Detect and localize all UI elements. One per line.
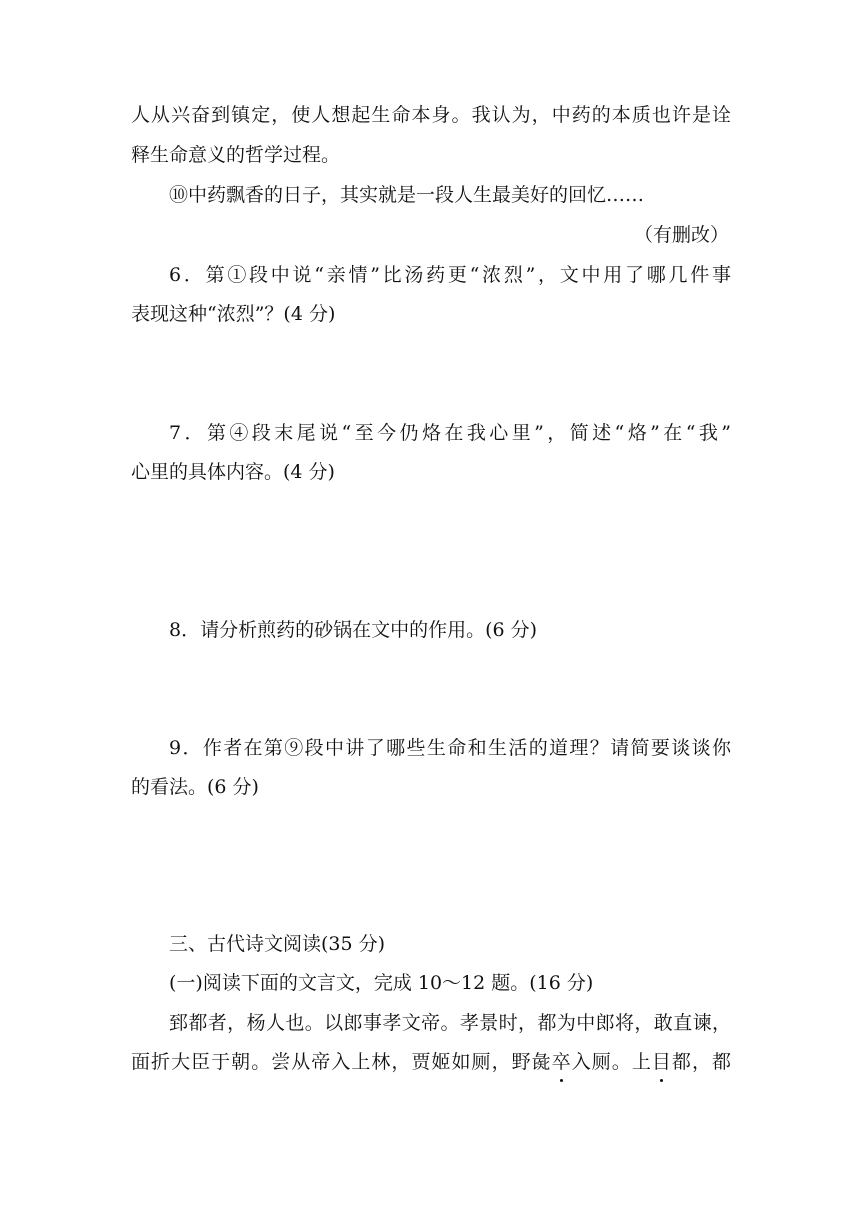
- emphasis-dot-char: 目: [651, 1051, 671, 1073]
- classical-text-line: 郅都者，杨人也。以郎事孝文帝。孝景时，都为中郎将，敢直谏，: [169, 1012, 731, 1034]
- classical-text-line: [131, 1049, 731, 1075]
- question-9-text-cont: 的看法。(6 分): [131, 776, 259, 798]
- section-heading: 三、古代诗文阅读(35 分): [169, 933, 386, 955]
- paragraph-line: 人从兴奋到镇定，使人想起生命本身。我认为，中药的本质也许是诠: [131, 104, 731, 126]
- question-6-text-cont: 表现这种“浓烈”？(4 分): [131, 303, 336, 325]
- question-8-text: 8．请分析煎药的砂锅在文中的作用。(6 分): [169, 619, 538, 641]
- classical-text-segment: 入厕。上: [570, 1051, 652, 1073]
- question-9-text: 9．作者在第⑨段中讲了哪些生命和生活的道理？请简要谈谈你: [169, 737, 731, 759]
- subsection-heading: (一)阅读下面的文言文，完成 10～12 题。(16 分): [169, 972, 594, 994]
- question-7-text: 7．第④段末尾说“至今仍烙在我心里”，简述“烙”在“我”: [169, 422, 731, 444]
- source-note: （有删改）: [633, 224, 729, 246]
- paragraph-line: ⑩中药飘香的日子，其实就是一段人生最美好的回忆……: [169, 184, 645, 206]
- paragraph-line: 释生命意义的哲学过程。: [131, 144, 341, 166]
- emphasis-dot-char: 卒: [551, 1051, 571, 1073]
- classical-text-segment: 面折大臣于朝。尝从帝入上林，贾姬如厕，野彘: [131, 1051, 552, 1073]
- question-7-text-cont: 心里的具体内容。(4 分): [131, 461, 335, 483]
- question-6-text: 6．第①段中说“亲情”比汤药更“浓烈”，文中用了哪几件事: [169, 264, 731, 286]
- classical-text-segment: 都，都: [670, 1051, 731, 1073]
